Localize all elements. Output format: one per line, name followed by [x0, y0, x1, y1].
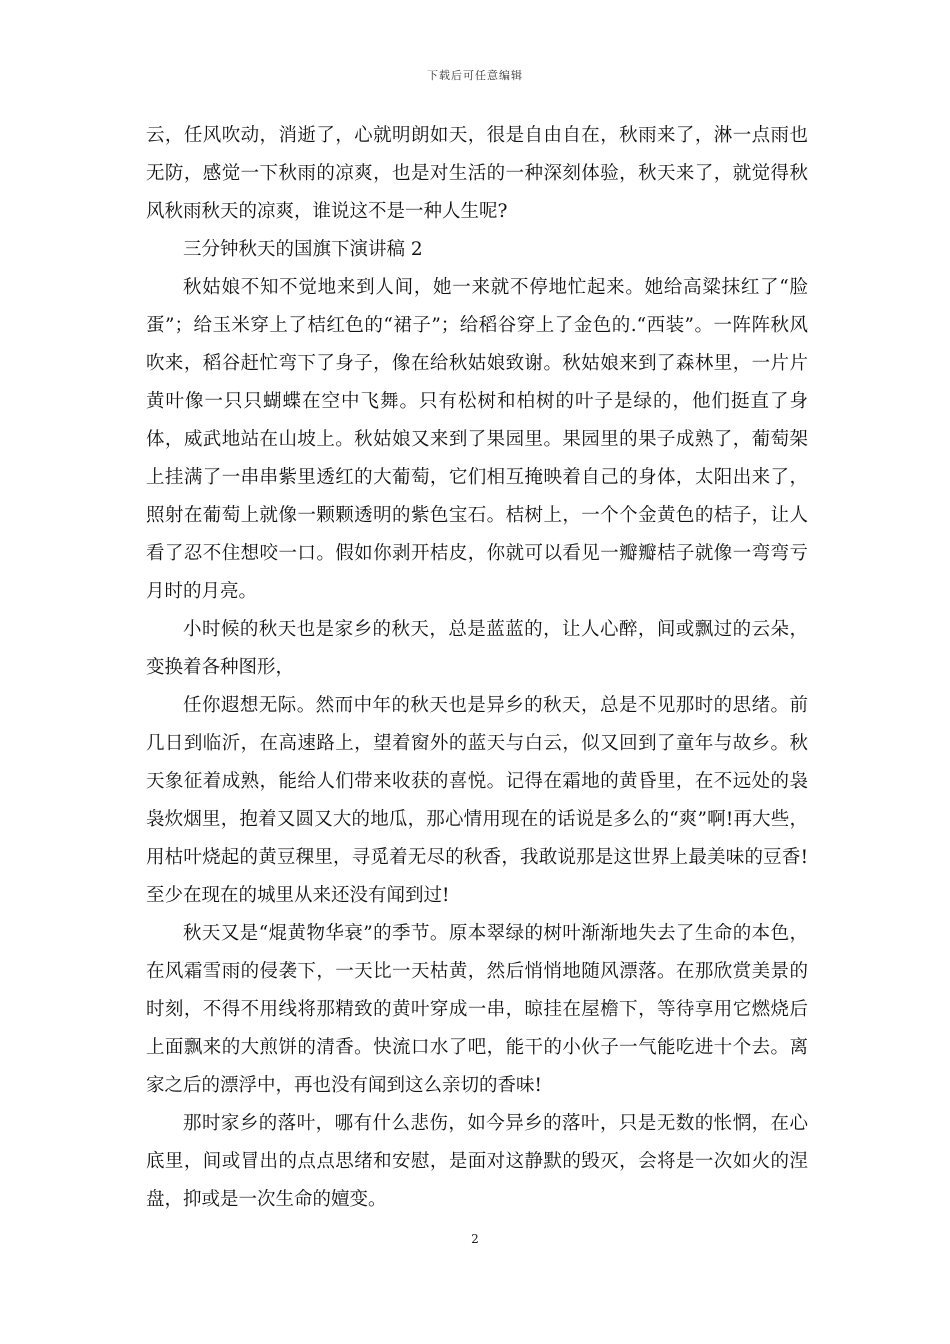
page-number: 2 — [471, 1232, 479, 1246]
paragraph-hometown-leaves: 那时家乡的落叶，哪有什么悲伤，如今异乡的落叶，只是无数的怅惘，在心底里，间或冒出的点点思绪和安慰，是面对这静默的毁灭，会将是一次如火的涅盘，抑或是一次生命的嬗变。 — [146, 1113, 808, 1210]
paragraph-continuation: 云，任风吹动，消逝了，心就明朗如天，很是自由自在，秋雨来了，淋一点雨也无防，感觉一下秋雨的凉爽，也是对生活的一种深刻体验，秋天来了，就觉得秋风秋雨秋天的凉爽，谁说这不是一种人生呢? — [146, 125, 808, 222]
paragraph-childhood-autumn: 小时候的秋天也是家乡的秋天，总是蓝蓝的，让人心醉，间或飘过的云朵，变换着各种图形， — [146, 619, 808, 678]
document-body — [146, 117, 808, 1219]
page-header: 下载后可任意编辑 — [427, 69, 523, 82]
section-heading: 三分钟秋天的国旗下演讲稿 2 — [183, 239, 423, 260]
paragraph-falling-leaves: 秋天又是“焜黄物华衰”的季节。原本翠绿的树叶渐渐地失去了生命的本色，在风霜雪雨的侵袭下，一天比一天枯黄，然后悄悄地随风漂落。在那欣赏美景的时刻，不得不用线将那精致的黄叶穿成一串，晾挂在屋檐下，等待享用它燃烧后上面飘来的大煎饼的清香。快流口水了吧，能干的小伙子一气能吃进十个去。离家之后的漂浮中，再也没有闻到这么亲切的香味! — [146, 923, 808, 1096]
paragraph-middle-age-autumn: 任你遐想无际。然而中年的秋天也是异乡的秋天，总是不见那时的思绪。前几日到临沂，在高速路上，望着窗外的蓝天与白云，似又回到了童年与故乡。秋天象征着成熟，能给人们带来收获的喜悦。记得在霜地的黄昏里，在不远处的袅袅炊烟里，抱着又圆又大的地瓜，那心情用现在的话说是多么的“爽”啊!再大些，用枯叶烧起的黄豆稞里，寻觅着无尽的秋香，我敢说那是这世界上最美味的豆香!至少在现在的城里从来还没有闻到过! — [146, 695, 808, 906]
paragraph-autumn-girl: 秋姑娘不知不觉地来到人间，她一来就不停地忙起来。她给高粱抹红了“脸蛋”；给玉米穿上了桔红色的“裙子”；给稻谷穿上了金色的.“西装”。一阵阵秋风吹来，稻谷赶忙弯下了身子，像在给秋姑娘致谢。秋姑娘来到了森林里，一片片黄叶像一只只蝴蝶在空中飞舞。只有松树和柏树的叶子是绿的，他们挺直了身体，威武地站在山坡上。秋姑娘又来到了果园里。果园里的果子成熟了，葡萄架上挂满了一串串紫里透红的大葡萄，它们相互掩映着自己的身体，太阳出来了，照射在葡萄上就像一颗颗透明的紫色宝石。桔树上，一个个金黄色的桔子，让人看了忍不住想咬一口。假如你剥开桔皮，你就可以看见一瓣瓣桔子就像一弯弯亏月时的月亮。 — [146, 277, 808, 602]
